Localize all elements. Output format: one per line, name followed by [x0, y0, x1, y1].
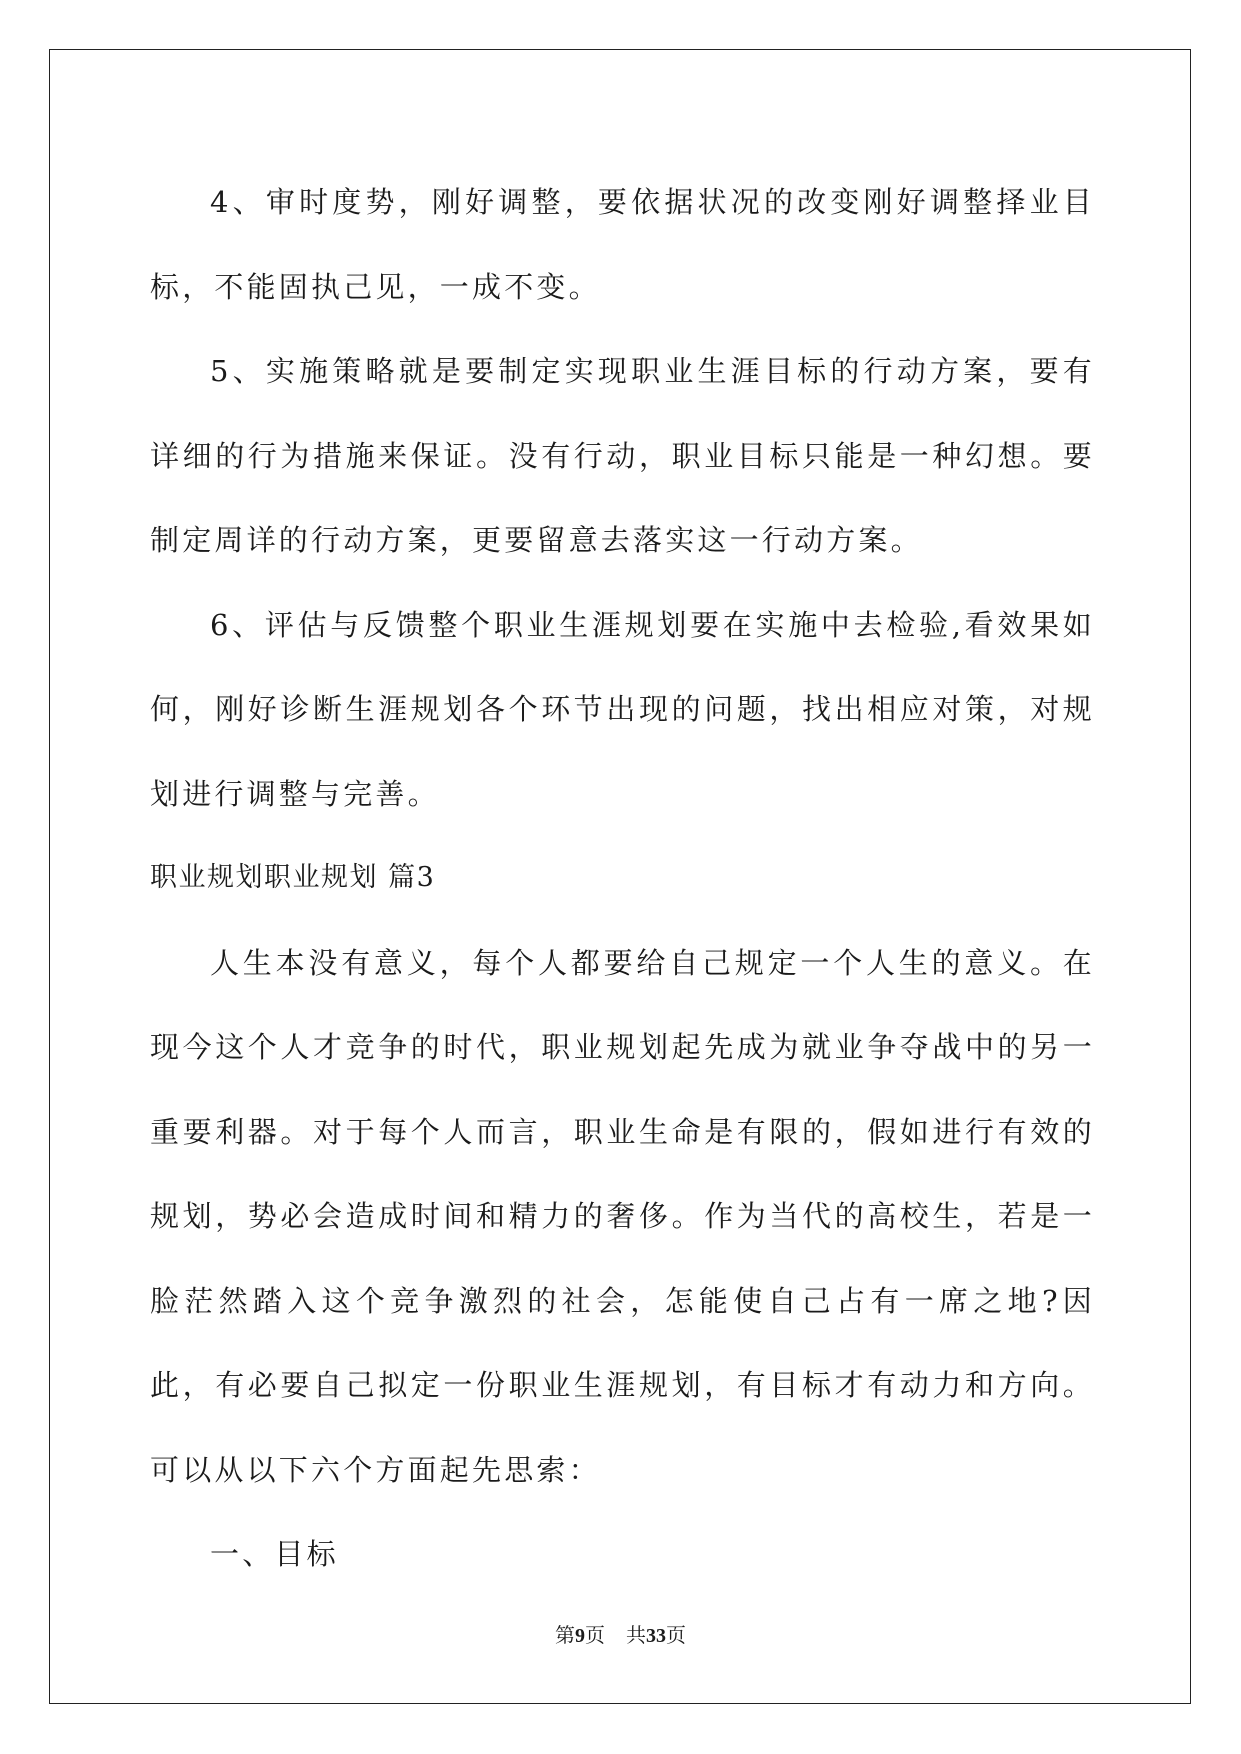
total-pages: 33	[646, 1625, 666, 1647]
total-prefix: 共	[626, 1625, 646, 1647]
paragraph-item-5: 5、实施策略就是要制定实现职业生涯目标的行动方案，要有详细的行为措施来保证。没有行动，职业目标只能是一种幻想。要制定周详的行动方案，更要留意去落实这一行动方案。	[150, 354, 1095, 557]
document-body	[150, 160, 1095, 1597]
section-heading: 职业规划职业规划 篇3	[150, 862, 436, 893]
page-prefix: 第	[555, 1625, 575, 1647]
total-suffix: 页	[666, 1625, 686, 1647]
page-suffix: 页	[585, 1625, 605, 1647]
paragraph-item-6: 6、评估与反馈整个职业生涯规划要在实施中去检验,看效果如何，刚好诊断生涯规划各个环节出现的问题，找出相应对策，对规划进行调整与完善。	[150, 607, 1095, 811]
page-number: 9	[575, 1625, 585, 1647]
section-paragraph-intro: 人生本没有意义，每个人都要给自己规定一个人生的意义。在现今这个人才竞争的时代，职业规划起先成为就业争夺战中的另一重要利器。对于每个人而言，职业生命是有限的，假如进行有效的规划，势必会造成时间和精力的奢侈。作为当代的高校生，若是一脸茫然踏入这个竞争激烈的社会，怎能使自己占有一席之地?因此，有必要自己拟定一份职业生涯规划，有目标才有动力和方向。可以从以下六个方面起先思索：	[150, 945, 1095, 1487]
page-footer	[0, 1619, 1241, 1648]
paragraph-item-4: 4、审时度势，刚好调整，要依据状况的改变刚好调整择业目标，不能固执己见，一成不变。	[150, 185, 1095, 304]
subheading-goal: 一、目标	[210, 1537, 339, 1571]
